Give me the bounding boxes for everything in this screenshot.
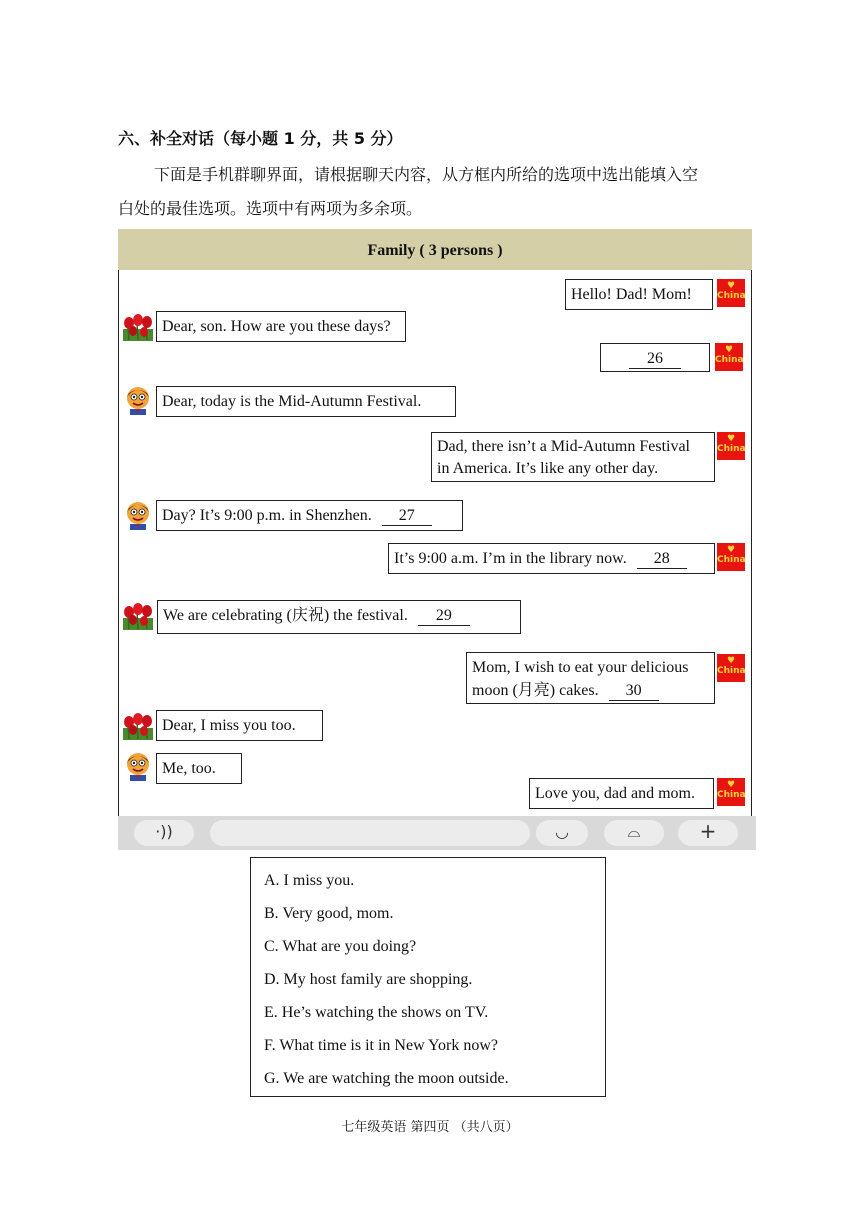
message-text: Hello! Dad! Mom! [571, 286, 692, 303]
message-text-line-2: moon (月亮) cakes. [472, 682, 599, 699]
plus-icon: + [699, 819, 717, 843]
answer-blank-26[interactable]: 26 [629, 350, 681, 369]
china-badge-icon: ♥ China [717, 279, 745, 307]
message-text: Dear, I miss you too. [162, 717, 296, 734]
chat-message [600, 343, 710, 372]
chat-body [118, 270, 752, 817]
message-text: Love you, dad and mom. [535, 785, 695, 802]
message-text-line-2: in America. It’s like any other day. [437, 460, 659, 477]
chat-input-toolbar [118, 816, 756, 850]
answer-blank-29[interactable]: 29 [418, 607, 470, 626]
chat-message [156, 753, 242, 784]
chat-message [156, 311, 406, 342]
answer-blank-28[interactable]: 28 [637, 550, 687, 569]
message-input[interactable] [210, 820, 530, 846]
options-box [250, 857, 606, 1097]
instruction-line-1: 下面是手机群聊界面，请根据聊天内容，从方框内所给的选项中选出能填入空 [154, 165, 699, 184]
answer-blank-30[interactable]: 30 [609, 682, 659, 701]
message-text: We are celebrating (庆祝) the festival. [163, 607, 408, 624]
chat-message [156, 500, 463, 531]
instruction-line-2: 白处的最佳选项。选项中有两项为多余项。 [118, 199, 423, 218]
keyboard-icon: ⌓ [627, 822, 641, 841]
china-badge-icon: ♥ China [717, 778, 745, 806]
dad-avatar-icon [123, 500, 153, 530]
chat-title: Family ( 3 persons ) [118, 229, 752, 271]
message-text: Dear, son. How are you these days? [162, 318, 391, 335]
section-heading: 六、补全对话（每小题 1 分，共 5 分） [118, 129, 403, 148]
chat-message [529, 778, 714, 809]
option-c: C. What are you doing? [264, 938, 417, 955]
china-badge-icon: ♥ China [717, 543, 745, 571]
emoji-icon: ◡ [555, 822, 569, 841]
chat-message [388, 543, 715, 574]
answer-blank-27[interactable]: 27 [382, 507, 432, 526]
flower-avatar-icon [123, 710, 153, 740]
flower-avatar-icon [123, 311, 153, 341]
option-b: B. Very good, mom. [264, 905, 394, 922]
message-text: Day? It’s 9:00 p.m. in Shenzhen. [162, 507, 372, 524]
china-badge-icon: ♥ China [717, 654, 745, 682]
dad-avatar-icon [123, 751, 153, 781]
voice-icon: ·)) [155, 822, 173, 841]
option-a: A. I miss you. [264, 872, 355, 889]
china-badge-icon: ♥ China [717, 432, 745, 460]
page-footer: 七年级英语 第四页 （共八页） [341, 1120, 519, 1135]
chat-message [156, 386, 456, 417]
message-text: It’s 9:00 a.m. I’m in the library now. [394, 550, 627, 567]
message-text: Mom, I wish to eat your delicious [472, 659, 689, 676]
message-text: Dear, today is the Mid-Autumn Festival. [162, 393, 422, 410]
option-f: F. What time is it in New York now? [264, 1037, 498, 1054]
message-text: Dad, there isn’t a Mid-Autumn Festival [437, 438, 690, 455]
chat-message [156, 710, 323, 741]
chat-message [431, 432, 715, 482]
chat-message [565, 279, 713, 310]
chat-message [157, 600, 521, 634]
dad-avatar-icon [123, 385, 153, 415]
chat-message [466, 652, 715, 704]
option-d: D. My host family are shopping. [264, 971, 473, 988]
message-text: Me, too. [162, 760, 216, 777]
option-e: E. He’s watching the shows on TV. [264, 1004, 489, 1021]
flower-avatar-icon [123, 600, 153, 630]
china-badge-icon: ♥ China [715, 343, 743, 371]
option-g: G. We are watching the moon outside. [264, 1070, 509, 1087]
